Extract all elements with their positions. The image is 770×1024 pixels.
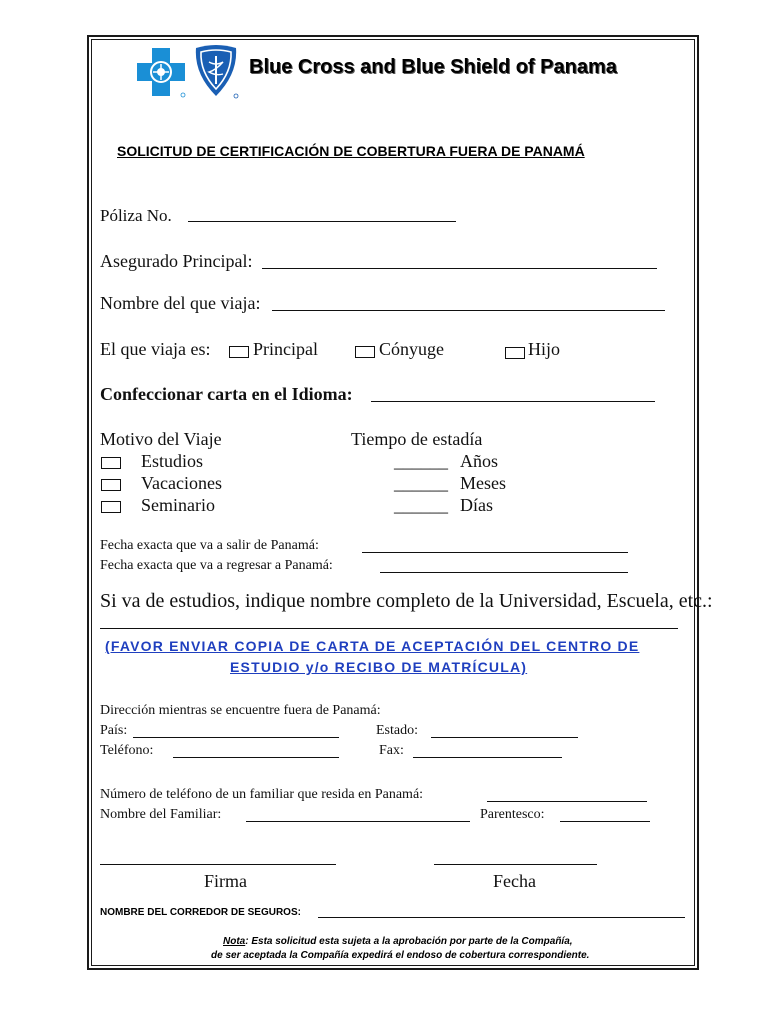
firma-field[interactable] [100,864,336,865]
telefono-label: Teléfono: [100,743,154,758]
fecha-salir-field[interactable] [362,552,628,553]
telefono-field[interactable] [173,757,339,758]
seminario-checkbox[interactable] [101,501,121,513]
el-que-viaja-label: El que viaja es: [100,339,211,359]
fax-label: Fax: [379,743,404,758]
parentesco-label: Parentesco: [480,807,545,822]
estudios-note-line1: (FAVOR ENVIAR COPIA DE CARTA DE ACEPTACIÓN DEL CENTRO DE [105,638,640,654]
firma-label: Firma [204,871,247,891]
dias-label: Días [460,495,493,515]
meses-field[interactable]: ______ [394,473,448,493]
estudios-field[interactable] [100,628,678,629]
telefono-familiar-label: Número de teléfono de un familiar que resida en Panamá: [100,787,424,802]
poliza-field[interactable] [188,221,456,222]
tiempo-heading: Tiempo de estadía [351,429,483,449]
meses-label: Meses [460,473,506,493]
vacaciones-checkbox[interactable] [101,479,121,491]
anos-field[interactable]: ______ [394,451,448,471]
estudios-question: Si va de estudios, indique nombre completo de la Universidad, Escuela, etc.: [100,590,713,612]
pais-field[interactable] [133,737,339,738]
form-title: SOLICITUD DE CERTIFICACIÓN DE COBERTURA FUERA DE PANAMÁ [117,143,585,159]
hijo-checkbox[interactable] [505,347,525,359]
estudios-checkbox[interactable] [101,457,121,469]
fax-field[interactable] [413,757,562,758]
fecha-regresar-label: Fecha exacta que va a regresar a Panamá: [100,558,333,573]
pais-label: País: [100,723,128,738]
asegurado-field[interactable] [262,268,657,269]
parentesco-field[interactable] [560,821,650,822]
principal-option-label: Principal [253,339,318,359]
estudios-label: Estudios [141,451,204,471]
poliza-label: Póliza No. [100,206,172,225]
direccion-heading: Dirección mientras se encuentre fuera de Panamá: [100,703,381,718]
conyuge-checkbox[interactable] [355,346,375,358]
vacaciones-label: Vacaciones [141,473,222,493]
fecha-label: Fecha [493,871,536,891]
dias-field[interactable]: ______ [394,495,448,515]
estado-label: Estado: [376,723,418,738]
nombre-viaja-field[interactable] [272,310,665,311]
estado-field[interactable] [431,737,578,738]
corredor-field[interactable] [318,917,685,918]
principal-checkbox[interactable] [229,346,249,358]
estudios-note-line2: ESTUDIO y/o RECIBO DE MATRÍCULA) [230,659,528,675]
nombre-viaja-label: Nombre del que viaja: [100,293,261,313]
motivo-heading: Motivo del Viaje [100,429,222,449]
blue-cross-logo [135,46,187,98]
footer-note-line1 [223,936,573,947]
nombre-familiar-field[interactable] [246,821,470,822]
brand-name: Blue Cross and Blue Shield of Panama [249,56,617,78]
idioma-label: Confeccionar carta en el Idioma: [100,384,353,404]
footer-note-label: Nota [223,936,246,947]
asegurado-label: Asegurado Principal: [100,251,253,271]
corredor-label: NOMBRE DEL CORREDOR DE SEGUROS: [100,907,301,918]
fecha-regresar-field[interactable] [380,572,628,573]
footer-note-text: : Esta solicitud esta sujeta a la aprobación por parte de la Compañía, [245,936,573,947]
idioma-field[interactable] [371,401,655,402]
hijo-option-label: Hijo [528,339,561,359]
nombre-familiar-label: Nombre del Familiar: [100,807,222,822]
footer-note-line2: de ser aceptada la Compañía expedirá el endoso de cobertura correspondiente. [211,950,590,961]
telefono-familiar-field[interactable] [487,801,647,802]
fecha-field[interactable] [434,864,597,865]
fecha-salir-label: Fecha exacta que va a salir de Panamá: [100,538,319,553]
conyuge-option-label: Cónyuge [379,339,444,359]
blue-shield-logo [192,44,240,100]
anos-label: Años [460,451,499,471]
seminario-label: Seminario [141,495,215,515]
